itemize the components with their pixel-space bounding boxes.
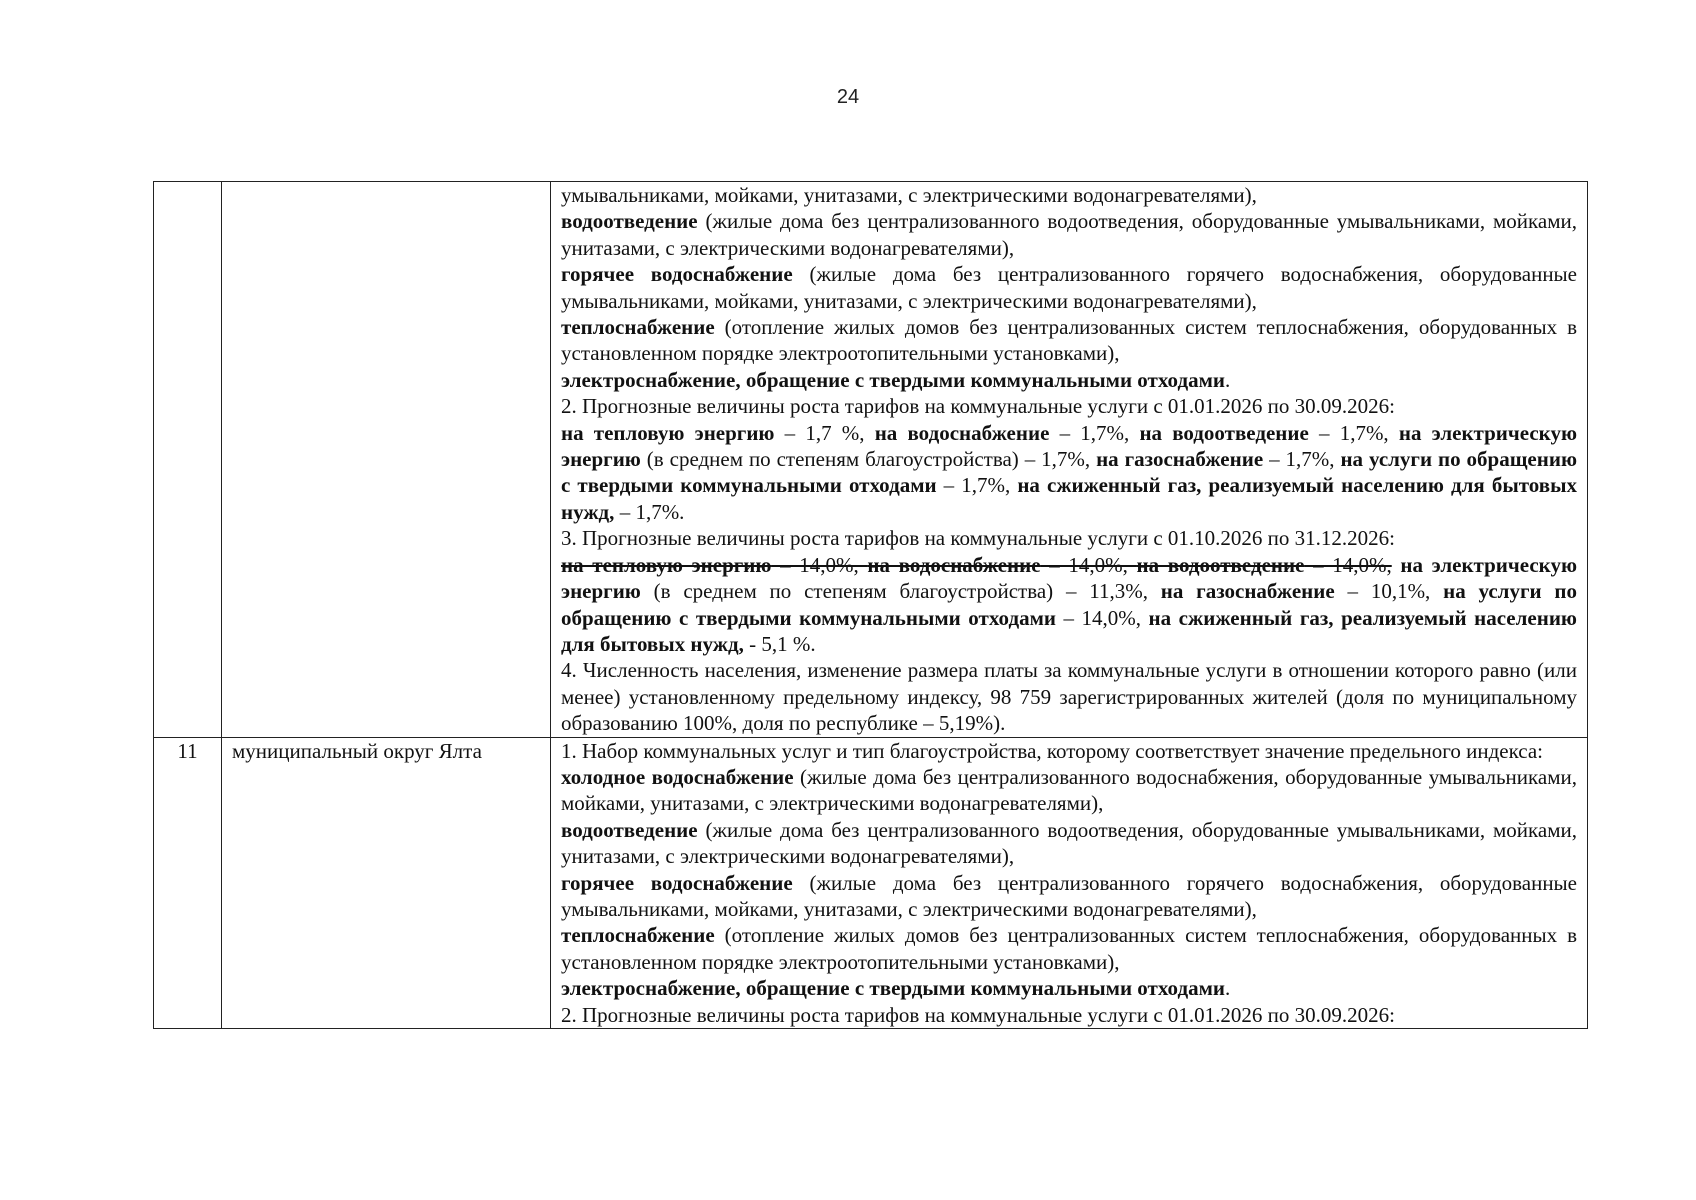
service-detail: . xyxy=(1224,976,1231,1001)
paragraph: 3. Прогнозные величины роста тарифов на коммунальные услуги с 01.10.2026 по 31.12.2026: xyxy=(561,526,1395,551)
tariff-item-label: на сжиженный газ, реализуемый населению для бытовых нужд, xyxy=(561,605,1577,656)
municipality-cell xyxy=(222,182,551,738)
service-detail: (жилые дома без централизованного водоснабжения, оборудованные умывальниками, мойками, унитазами, с электрическими водонагревателями), xyxy=(561,764,1577,816)
tariff-item-label: на услуги по обращению с твердыми коммунальными отходами xyxy=(561,447,1577,498)
tariff-item-value: – 10,1%, xyxy=(1334,579,1444,604)
paragraph xyxy=(561,208,1577,261)
tariff-item-label: на сжиженный газ, реализуемый населению для бытовых нужд, xyxy=(561,473,1577,524)
description-cell xyxy=(551,182,1588,738)
tariff-item-value: – 1,7 %, xyxy=(774,420,875,445)
service-name: горячее водоснабжение xyxy=(561,870,793,895)
tariff-item-label: на тепловую энергию xyxy=(561,420,775,445)
paragraph xyxy=(561,764,1577,817)
tariff-item-value: – 1,7%, xyxy=(1308,420,1399,445)
tariff-item-label: на водоснабжение xyxy=(867,552,1041,577)
tariff-item-value: – 1,7%, xyxy=(1263,447,1341,472)
paragraph xyxy=(561,261,1577,314)
service-name: горячее водоснабжение xyxy=(561,262,793,287)
paragraph: 4. Численность населения, изменение размера платы за коммунальные услуги в отношении которого равно (или менее) установленному предельному индексу, 98 759 зарегистрированных жителей (доля по муниципальному образованию 100%, доля по республике – 5,19%). xyxy=(561,658,1577,736)
tariff-item-label: на газоснабжение xyxy=(1096,447,1264,472)
service-name: теплоснабжение xyxy=(561,923,715,948)
service-name: электроснабжение, обращение с твердыми коммунальными отходами xyxy=(561,976,1225,1001)
tariff-item-value: – 1,7%, xyxy=(1049,420,1140,445)
service-detail: (отопление жилых домов без централизованных систем теплоснабжения, оборудованных в установленном порядке электроотопительными установками), xyxy=(561,315,1577,366)
tariff-item-value: – 14,0%, xyxy=(1040,552,1137,577)
service-detail: . xyxy=(1224,367,1231,392)
tariff-item-value: – 1,7%. xyxy=(614,499,685,524)
paragraph: умывальниками, мойками, унитазами, с электрическими водонагревателями), xyxy=(561,183,1257,207)
tariff-item-label: на водоснабжение xyxy=(874,420,1050,445)
paragraph: 2. Прогнозные величины роста тарифов на коммунальные услуги с 01.01.2026 по 30.09.2026: xyxy=(561,1002,1395,1027)
tariff-item-value: – 14,0%, xyxy=(1304,552,1392,577)
service-name: водоотведение xyxy=(561,817,698,842)
paragraph: 2. Прогнозные величины роста тарифов на коммунальные услуги с 01.01.2026 по 30.09.2026: xyxy=(561,394,1395,419)
service-detail: (отопление жилых домов без централизованных систем теплоснабжения, оборудованных в установленном порядке электроотопительными установками), xyxy=(561,923,1577,974)
tariff-item-label: на электрическую энергию xyxy=(561,552,1578,604)
service-detail: (жилые дома без централизованного водоотведения, оборудованные умывальниками, мойками, унитазами, с электрическими водонагревателями), xyxy=(561,817,1577,869)
row-number-cell: 11 xyxy=(154,737,222,1028)
page-number: 24 xyxy=(836,86,860,108)
tariff-item-value: - 5,1 %. xyxy=(743,631,816,656)
paragraph xyxy=(561,975,1577,1001)
tariff-item-label: на услуги по обращению с твердыми коммунальными отходами xyxy=(561,579,1577,630)
service-name: водоотведение xyxy=(561,209,698,234)
tariff-item-label: на тепловую энергию xyxy=(561,552,772,577)
paragraph xyxy=(561,367,1577,393)
paragraph xyxy=(561,817,1577,870)
table-row xyxy=(154,737,1588,1028)
service-detail: (жилые дома без централизованного горячего водоснабжения, оборудованные умывальниками, мойками, унитазами, с электрическими водонагревателями), xyxy=(561,870,1577,921)
tariff-item-value: – 1,7%, xyxy=(936,473,1018,498)
tariff-item-label: на газоснабжение xyxy=(1160,579,1335,604)
paragraph xyxy=(561,922,1577,975)
tariff-item-value: (в среднем по степеням благоустройства) – 1,7%, xyxy=(640,447,1097,472)
tariff-table xyxy=(153,181,1588,1029)
service-detail: (жилые дома без централизованного горячего водоснабжения, оборудованные умывальниками, мойками, унитазами, с электрическими водонагревателями), xyxy=(561,262,1577,313)
row-number-cell xyxy=(154,182,222,738)
service-name: электроснабжение, обращение с твердыми коммунальными отходами xyxy=(561,367,1225,392)
tariff-item-value: – 14,0%, xyxy=(1055,605,1149,630)
tariff-growth-paragraph xyxy=(561,552,1577,658)
paragraph xyxy=(561,870,1577,923)
municipality-cell: муниципальный округ Ялта xyxy=(222,737,551,1028)
tariff-item-value: – 14,0%, xyxy=(771,552,868,577)
paragraph xyxy=(561,314,1577,367)
service-detail: (жилые дома без централизованного водоотведения, оборудованные умывальниками, мойками, унитазами, с электрическими водонагревателями), xyxy=(561,209,1577,260)
table-row xyxy=(154,182,1588,738)
description-cell xyxy=(551,737,1588,1028)
tariff-item-label: на водоотведение xyxy=(1136,552,1305,577)
service-name: холодное водоснабжение xyxy=(561,764,794,789)
tariff-item-value: (в среднем по степеням благоустройства) – 11,3%, xyxy=(640,579,1161,604)
struck-out-text xyxy=(561,553,1392,577)
tariff-item-label: на электрическую энергию xyxy=(561,420,1577,472)
tariff-item-label: на водоотведение xyxy=(1139,420,1309,445)
service-name: теплоснабжение xyxy=(561,315,715,340)
paragraph: 1. Набор коммунальных услуг и тип благоустройства, которому соответствует значение предельного индекса: xyxy=(561,738,1543,763)
tariff-growth-paragraph xyxy=(561,420,1577,526)
